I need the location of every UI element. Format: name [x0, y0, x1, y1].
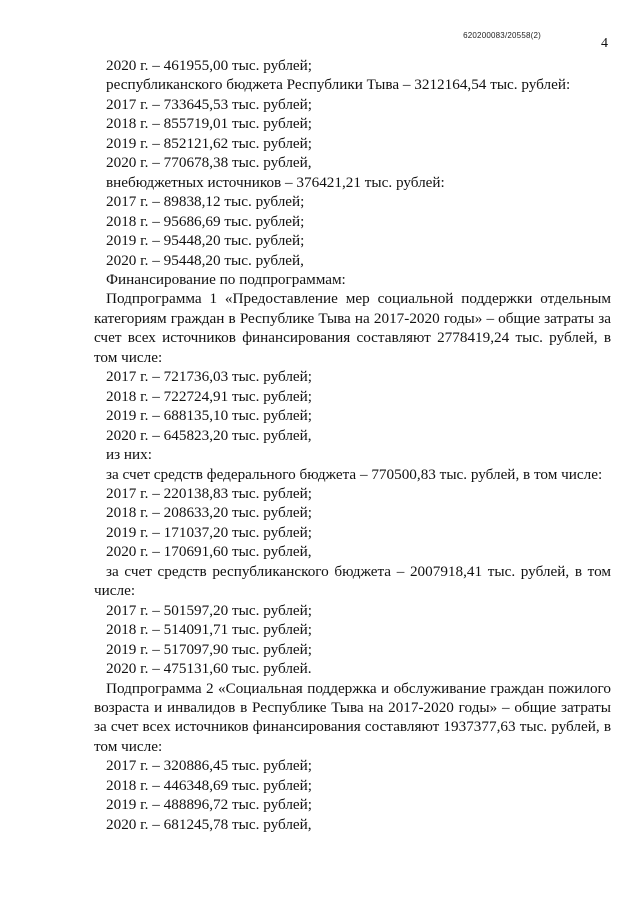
text-line: 2020 г. – 770678,38 тыс. рублей, [106, 154, 312, 172]
text-line: 2017 г. – 721736,03 тыс. рублей; [106, 368, 312, 386]
text-line: 2019 г. – 488896,72 тыс. рублей; [106, 796, 312, 814]
text-line: 2019 г. – 171037,20 тыс. рублей; [106, 523, 312, 541]
text-line: 2020 г. – 645823,20 тыс. рублей, [106, 426, 312, 444]
text-line: внебюджетных источников – 376421,21 тыс. рублей: [106, 173, 445, 191]
page-number: 4 [601, 36, 608, 51]
text-line: 2018 г. – 446348,69 тыс. рублей; [106, 776, 312, 794]
text-line: Финансирование по подпрограммам: [106, 270, 346, 288]
text-line: 2019 г. – 688135,10 тыс. рублей; [106, 407, 312, 425]
subprogram-1-paragraph: Подпрограмма 1 «Предоставление мер социальной поддержки отдельным категориям граждан в Республике Тыва на 2017-2020 годы» – общие затраты за счет всех источников финансирования составляют 2778419,24 тыс. рублей, в том числе: [94, 290, 611, 366]
text-line: 2017 г. – 733645,53 тыс. рублей; [106, 95, 312, 113]
text-line: 2017 г. – 89838,12 тыс. рублей; [106, 193, 305, 211]
text-line: 2018 г. – 722724,91 тыс. рублей; [106, 387, 312, 405]
text-line: 2018 г. – 208633,20 тыс. рублей; [106, 504, 312, 522]
text-line: 2018 г. – 514091,71 тыс. рублей; [106, 621, 312, 639]
document-body [94, 56, 611, 834]
text-line: 2019 г. – 517097,90 тыс. рублей; [106, 640, 312, 658]
republican-budget-paragraph: за счет средств республиканского бюджета – 2007918,41 тыс. рублей, в том числе: [94, 562, 611, 600]
text-line: 2020 г. – 461955,00 тыс. рублей; [106, 57, 312, 74]
text-line: республиканского бюджета Республики Тыва – 3212164,54 тыс. рублей: [106, 76, 571, 94]
text-line: 2020 г. – 170691,60 тыс. рублей, [106, 543, 312, 561]
text-line: 2017 г. – 220138,83 тыс. рублей; [106, 484, 312, 502]
text-line: 2019 г. – 852121,62 тыс. рублей; [106, 134, 312, 152]
text-line: 2018 г. – 95686,69 тыс. рублей; [106, 212, 305, 230]
text-line: 2019 г. – 95448,20 тыс. рублей; [106, 232, 305, 250]
subprogram-2-paragraph: Подпрограмма 2 «Социальная поддержка и обслуживание граждан пожилого возраста и инвалидов в Республике Тыва на 2017-2020 годы» – общие затраты за счет всех источников финансирования составляют 1937377,63 тыс. рублей, в том числе: [94, 679, 611, 755]
text-line: 2020 г. – 95448,20 тыс. рублей, [106, 251, 304, 269]
text-line: 2018 г. – 855719,01 тыс. рублей; [106, 115, 312, 133]
text-line: 2020 г. – 681245,78 тыс. рублей, [106, 815, 312, 833]
text-line: из них: [106, 446, 152, 464]
text-line: 2020 г. – 475131,60 тыс. рублей. [106, 660, 312, 678]
text-line: 2017 г. – 320886,45 тыс. рублей; [106, 757, 312, 775]
document-id: 620200083/20558(2) [463, 31, 541, 40]
text-line: за счет средств федерального бюджета – 770500,83 тыс. рублей, в том числе: [106, 465, 603, 483]
text-line: 2017 г. – 501597,20 тыс. рублей; [106, 601, 312, 619]
